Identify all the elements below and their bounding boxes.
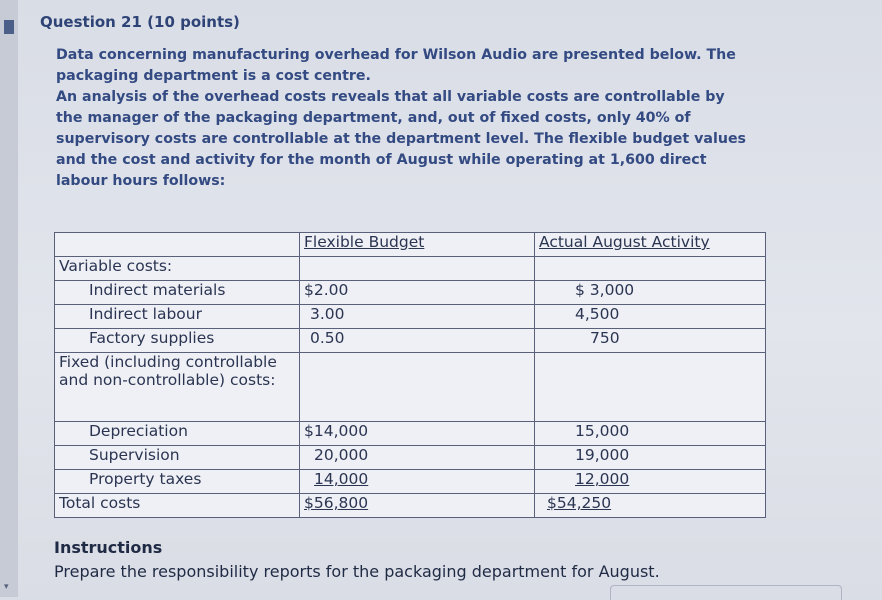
budget-value: $14,000 bbox=[300, 422, 535, 446]
overhead-table bbox=[54, 232, 766, 518]
table-row bbox=[55, 446, 766, 470]
budget-value: 0.50 bbox=[300, 329, 535, 353]
actual-value: 4,500 bbox=[535, 305, 766, 329]
table-row bbox=[55, 422, 766, 446]
total-label: Total costs bbox=[55, 494, 300, 518]
table-row bbox=[55, 353, 766, 422]
table-row bbox=[55, 494, 766, 518]
answer-box[interactable] bbox=[610, 585, 842, 600]
variable-costs-label: Variable costs: bbox=[55, 257, 300, 281]
table-row bbox=[55, 470, 766, 494]
actual-value: 15,000 bbox=[535, 422, 766, 446]
row-label: Property taxes bbox=[55, 470, 300, 494]
table-row bbox=[55, 305, 766, 329]
question-paragraph-1: Data concerning manufacturing overhead for Wilson Audio are presented below. The packaging department is a cost centre. bbox=[56, 47, 736, 84]
left-sidebar bbox=[0, 0, 18, 597]
total-actual: $54,250 bbox=[535, 494, 766, 518]
row-label: Indirect materials bbox=[55, 281, 300, 305]
question-marker-icon bbox=[4, 20, 14, 34]
empty-cell bbox=[535, 257, 766, 281]
table-row bbox=[55, 257, 766, 281]
scroll-arrow-icon[interactable]: ▾ bbox=[4, 582, 9, 592]
table-row bbox=[55, 281, 766, 305]
row-label: Factory supplies bbox=[55, 329, 300, 353]
actual-value: 750 bbox=[535, 329, 766, 353]
table-row bbox=[55, 329, 766, 353]
budget-value: $2.00 bbox=[300, 281, 535, 305]
header-blank bbox=[55, 233, 300, 257]
instructions-text: Prepare the responsibility reports for the packaging department for August. bbox=[54, 562, 660, 581]
budget-value: 20,000 bbox=[300, 446, 535, 470]
row-label: Depreciation bbox=[55, 422, 300, 446]
row-label: Supervision bbox=[55, 446, 300, 470]
empty-cell bbox=[535, 353, 766, 422]
question-title: Question 21 (10 points) bbox=[40, 13, 240, 31]
header-flexible-budget: Flexible Budget bbox=[300, 233, 535, 257]
empty-cell bbox=[300, 353, 535, 422]
total-budget: $56,800 bbox=[300, 494, 535, 518]
fixed-costs-label: Fixed (including controllable and non-controllable) costs: bbox=[55, 353, 300, 422]
actual-value: 12,000 bbox=[535, 470, 766, 494]
instructions-heading: Instructions bbox=[54, 538, 163, 557]
empty-cell bbox=[300, 257, 535, 281]
question-text bbox=[56, 45, 756, 192]
table-header-row bbox=[55, 233, 766, 257]
budget-value: 14,000 bbox=[300, 470, 535, 494]
actual-value: 19,000 bbox=[535, 446, 766, 470]
actual-value: $ 3,000 bbox=[535, 281, 766, 305]
header-actual-activity: Actual August Activity bbox=[535, 233, 766, 257]
row-label: Indirect labour bbox=[55, 305, 300, 329]
budget-value: 3.00 bbox=[300, 305, 535, 329]
question-paragraph-2: An analysis of the overhead costs reveals that all variable costs are controllable by the manager of the packaging department, and, out of fixed costs, only 40% of supervisory costs are controllable at the department level. The flexible budget values and the cost and activity for the month of August while operating at 1,600 direct labour hours follows: bbox=[56, 89, 747, 189]
